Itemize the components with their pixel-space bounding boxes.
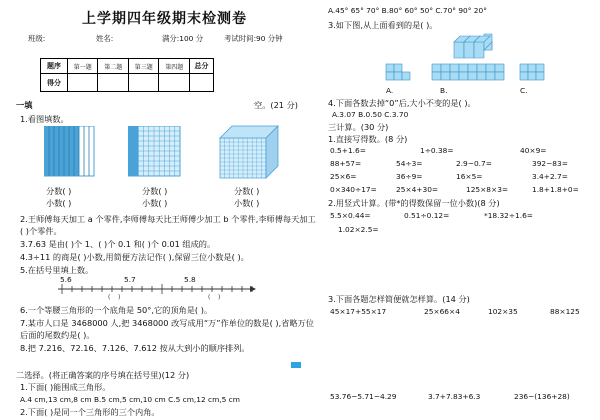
vertical-calc-item: 5.5×0.44= [330,211,371,220]
vertical-calc-item: *18.32÷1.6= [484,211,533,220]
tenths-figure [44,126,96,178]
number-line [56,283,256,301]
q6-text: 6.一个等腰三角形的一个底角是 50°,它的顶角是( )。 [20,305,213,315]
q8-text: 8.把 7.216、72.16、7.126、7.612 按从大到小的顺序排列。 [20,343,250,353]
calc-item: 16×5= [456,172,483,181]
q1-text: 1.看图填数。 [20,114,69,124]
simple-calc-item: 88×125 [550,307,580,316]
choice-c-figure [518,62,546,82]
q4-text: 4.3÷11 的商是( )小数,用简便方法记作( ),保留三位小数是( )。 [20,252,249,262]
section1-heading-tail: 空。(21 分) [254,100,298,110]
score-cell[interactable] [98,74,128,92]
calc-item: 3.4+2.7= [532,172,568,181]
choice-b-label: B. [440,86,448,95]
s2-q4-options: A.3.07 B.0.50 C.3.70 [332,110,409,119]
calc-item: 88+57= [330,159,362,168]
simple-calc-item: 53.76−5.71−4.29 [330,392,397,401]
simple-calc-item: 102×35 [488,307,518,316]
simple-calc-item: 3.7+7.83+6.3 [428,392,481,401]
q3-text: 3.7.63 是由( )个 1、( )个 0.1 和( )个 0.01 组成的。 [20,239,216,249]
choice-a-figure [384,62,414,82]
q5-text: 5.在括号里填上数。 [20,265,94,275]
section1-heading: 一填 [16,100,33,110]
cube-stack-figure [452,30,496,60]
q7-text-cont: 后面的尾数约是( )。 [20,330,95,340]
exam-title: 上学期四年级期末检测卷 [82,11,247,27]
score-column: 第一题 [68,59,98,74]
score-column: 第三题 [128,59,158,74]
name-label: 姓名: [96,34,114,43]
score-column: 第二题 [98,59,128,74]
calc-item: 0×340÷17= [330,185,377,194]
choice-b-figure [430,62,506,82]
score-column-total: 总分 [189,59,213,74]
number-line-label: 5.6 [60,275,72,284]
score-cell[interactable] [128,74,158,92]
highlight-marker[interactable] [291,362,301,368]
s2-q1-options: A.4 cm,13 cm,8 cm B.5 cm,5 cm,10 cm C.5 cm,12 cm,5 cm [20,395,240,404]
calc-item: 25×4+30= [396,185,439,194]
calc-item: 1.8+1.8+0= [532,185,579,194]
svg-text:( ): ( ) [108,294,121,301]
svg-text:( ): ( ) [208,294,221,301]
s2-q4-text: 4.下面各数去掉“0”后,大小不变的是( )。 [328,98,476,108]
calc-item: 125×8×3= [466,185,509,194]
score-row-label: 得分 [41,74,68,92]
calc-item: 25×6= [330,172,357,181]
score-cell[interactable] [159,74,189,92]
vertical-calc-item: 0.51÷0.12= [404,211,450,220]
s2-q3-text: 3.如下图,从上面看到的是( )。 [328,20,438,30]
q2-text: 2.王师傅每天加工 a 个零件,李师傅每天比王师傅少加工 b 个零件,李师傅每天加工 [20,214,316,224]
score-column: 第四题 [159,59,189,74]
choice-c-label: C. [520,86,528,95]
s3-q1-text: 1.直接写得数。(8 分) [328,134,408,144]
vertical-calc-item: 1.02×2.5= [338,225,379,234]
s3-q3-text: 3.下面各题怎样简便就怎样算。(14 分) [328,294,470,304]
number-line-label: 5.8 [184,275,196,284]
fig3-fraction: 分数( ) [234,186,260,196]
calc-item: 392−83= [532,159,568,168]
class-label: 班级: [28,34,46,43]
hundredths-figure [128,126,182,178]
section2-heading: 二选择。(将正确答案的序号填在括号里)(12 分) [16,370,190,380]
score-cell[interactable] [189,74,213,92]
fig2-fraction: 分数( ) [142,186,168,196]
simple-calc-item: 45×17+55×17 [330,307,387,316]
q7-text: 7.某市人口是 3468000 人,把 3468000 改写成用“万”作单位的数是( ),省略万位 [20,318,314,328]
score-cell[interactable] [68,74,98,92]
calc-item: 40×9= [520,146,547,155]
fig1-decimal: 小数( ) [46,198,72,208]
calc-item: 0.5+1.6= [330,146,366,155]
score-row-label: 题序 [41,59,68,74]
fig2-decimal: 小数( ) [142,198,168,208]
number-line-label: 5.7 [124,275,136,284]
s2-q1-text: 1.下面( )能围成三角形。 [20,382,111,392]
exam-time-label: 考试时间:90 分钟 [224,34,283,43]
s3-q2-text: 2.用竖式计算。(带*的得数保留一位小数)(8 分) [328,198,500,208]
s2-q2-text: 2.下面( )是同一个三角形的三个内角。 [20,407,160,417]
calc-item: 54÷3= [396,159,423,168]
q2-text-cont: ( )个零件。 [20,226,62,236]
simple-calc-item: 25×66×4 [424,307,460,316]
calc-item: 2.9−0.7= [456,159,492,168]
calc-item: 36÷9= [396,172,423,181]
calc-item: 1÷0.38= [420,146,454,155]
fig3-decimal: 小数( ) [234,198,260,208]
full-score-label: 满分:100 分 [162,34,204,43]
fig1-fraction: 分数( ) [46,186,72,196]
s2-q2-options: A.45° 65° 70° B.80° 60° 50° C.70° 90° 20° [328,6,487,15]
section3-heading: 三计算。(30 分) [328,122,389,132]
score-table [40,58,214,92]
choice-a-label: A. [386,86,394,95]
simple-calc-item: 236−(136+28) [514,392,570,401]
thousandths-cube-figure [218,124,282,180]
